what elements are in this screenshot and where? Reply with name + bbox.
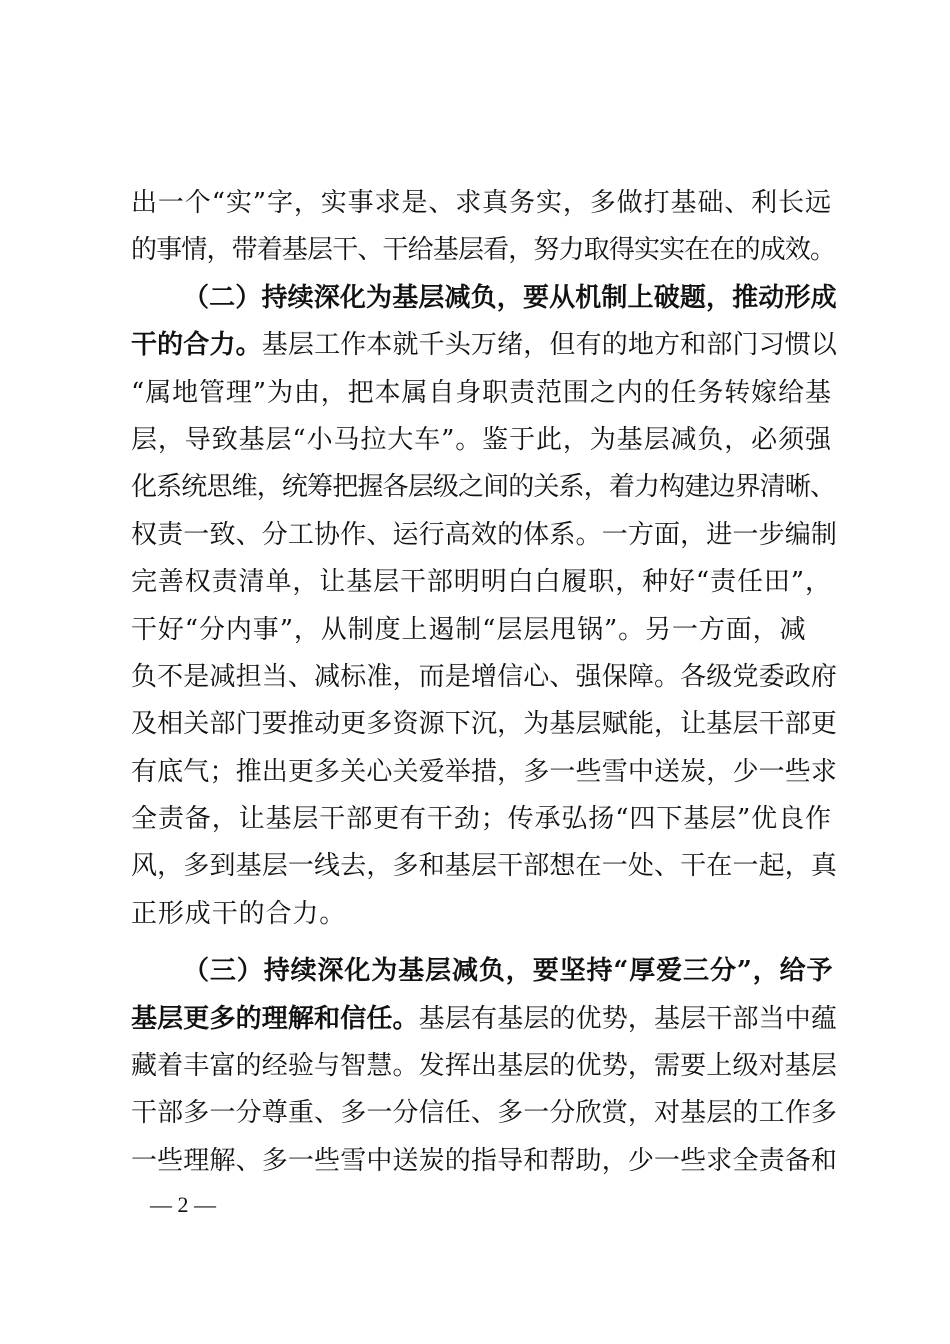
text-line — [131, 417, 831, 464]
line-text: 风，多到基层一线去，多和基层干部想在一处、干在一起，真 — [131, 851, 838, 882]
text-line — [131, 1043, 838, 1090]
text-line — [131, 227, 836, 274]
text-line — [131, 749, 838, 796]
bold-lead-text: 干的合力。 — [131, 330, 262, 361]
line-text: 化系统思维，统筹把握各层级之间的关系，着力构建边界清晰、 — [131, 472, 836, 503]
bold-lead-text: 基层更多的理解和信任。 — [131, 1003, 419, 1034]
line-text: （二）持续深化为基层减负，要从机制上破题，推动形成 — [183, 282, 837, 313]
text-line — [131, 370, 831, 417]
line-text: （三）持续深化为基层减负，要坚持“厚爱三分”，给予 — [183, 956, 834, 987]
line-text: 及相关部门要推动更多资源下沉，为基层赋能，让基层干部更 — [131, 709, 838, 740]
line-text: 的事情，带着基层干、干给基层看，努力取得实实在在的成效。 — [131, 235, 836, 266]
line-text: 完善权责清单，让基层干部明明白白履职，种好“责任田”， — [131, 567, 832, 598]
line-text: 有底气；推出更多关心关爱举措，多一些雪中送炭，少一些求 — [131, 756, 838, 787]
line-text: 正形成干的合力。 — [131, 898, 347, 929]
body-text — [131, 180, 838, 1185]
line-text: “属地管理”为由，把本属自身职责范围之内的任务转嫁给基 — [131, 377, 832, 408]
line-text: 全责备，让基层干部更有干劲；传承弘扬“四下基层”优良作 — [131, 804, 832, 835]
text-line — [131, 996, 838, 1043]
line-text: 基层有基层的优势，基层干部当中蕴 — [418, 1003, 838, 1034]
line-text: 权责一致、分工协作、运行高效的体系。一方面，进一步编制 — [131, 519, 838, 550]
line-text: 干部多一分尊重、多一分信任、多一分欣赏，对基层的工作多 — [131, 1098, 838, 1129]
text-line — [131, 701, 838, 748]
text-line — [131, 1090, 838, 1137]
text-line — [131, 843, 838, 890]
line-text: 干好“分内事”，从制度上遏制“层层甩锅”。另一方面，减 — [131, 614, 807, 645]
text-line — [131, 275, 837, 322]
text-line — [131, 891, 831, 938]
page-number: — 2 — — [150, 1192, 216, 1217]
text-line — [131, 796, 831, 843]
text-line — [131, 180, 831, 227]
line-text: 出一个“实”字，实事求是、求真务实，多做打基础、利长远 — [131, 188, 832, 218]
text-line — [131, 464, 836, 511]
line-text: 一些理解、多一些雪中送炭的指导和帮助，少一些求全责备和 — [131, 1145, 838, 1176]
line-text: 层，导致基层“小马拉大车”。鉴于此，为基层减负，必须强 — [131, 424, 832, 455]
text-line — [131, 512, 838, 559]
line-text: 负不是减担当、减标准，而是增信心、强保障。各级党委政府 — [131, 661, 838, 692]
text-line — [131, 607, 831, 654]
line-text: 藏着丰富的经验与智慧。发挥出基层的优势，需要上级对基层 — [131, 1051, 838, 1082]
text-line — [131, 322, 838, 369]
text-line — [131, 654, 838, 701]
text-line — [131, 559, 831, 606]
text-line — [131, 1138, 838, 1185]
line-text: 基层工作本就千头万绪，但有的地方和部门习惯以 — [261, 330, 838, 361]
text-line — [131, 948, 834, 995]
